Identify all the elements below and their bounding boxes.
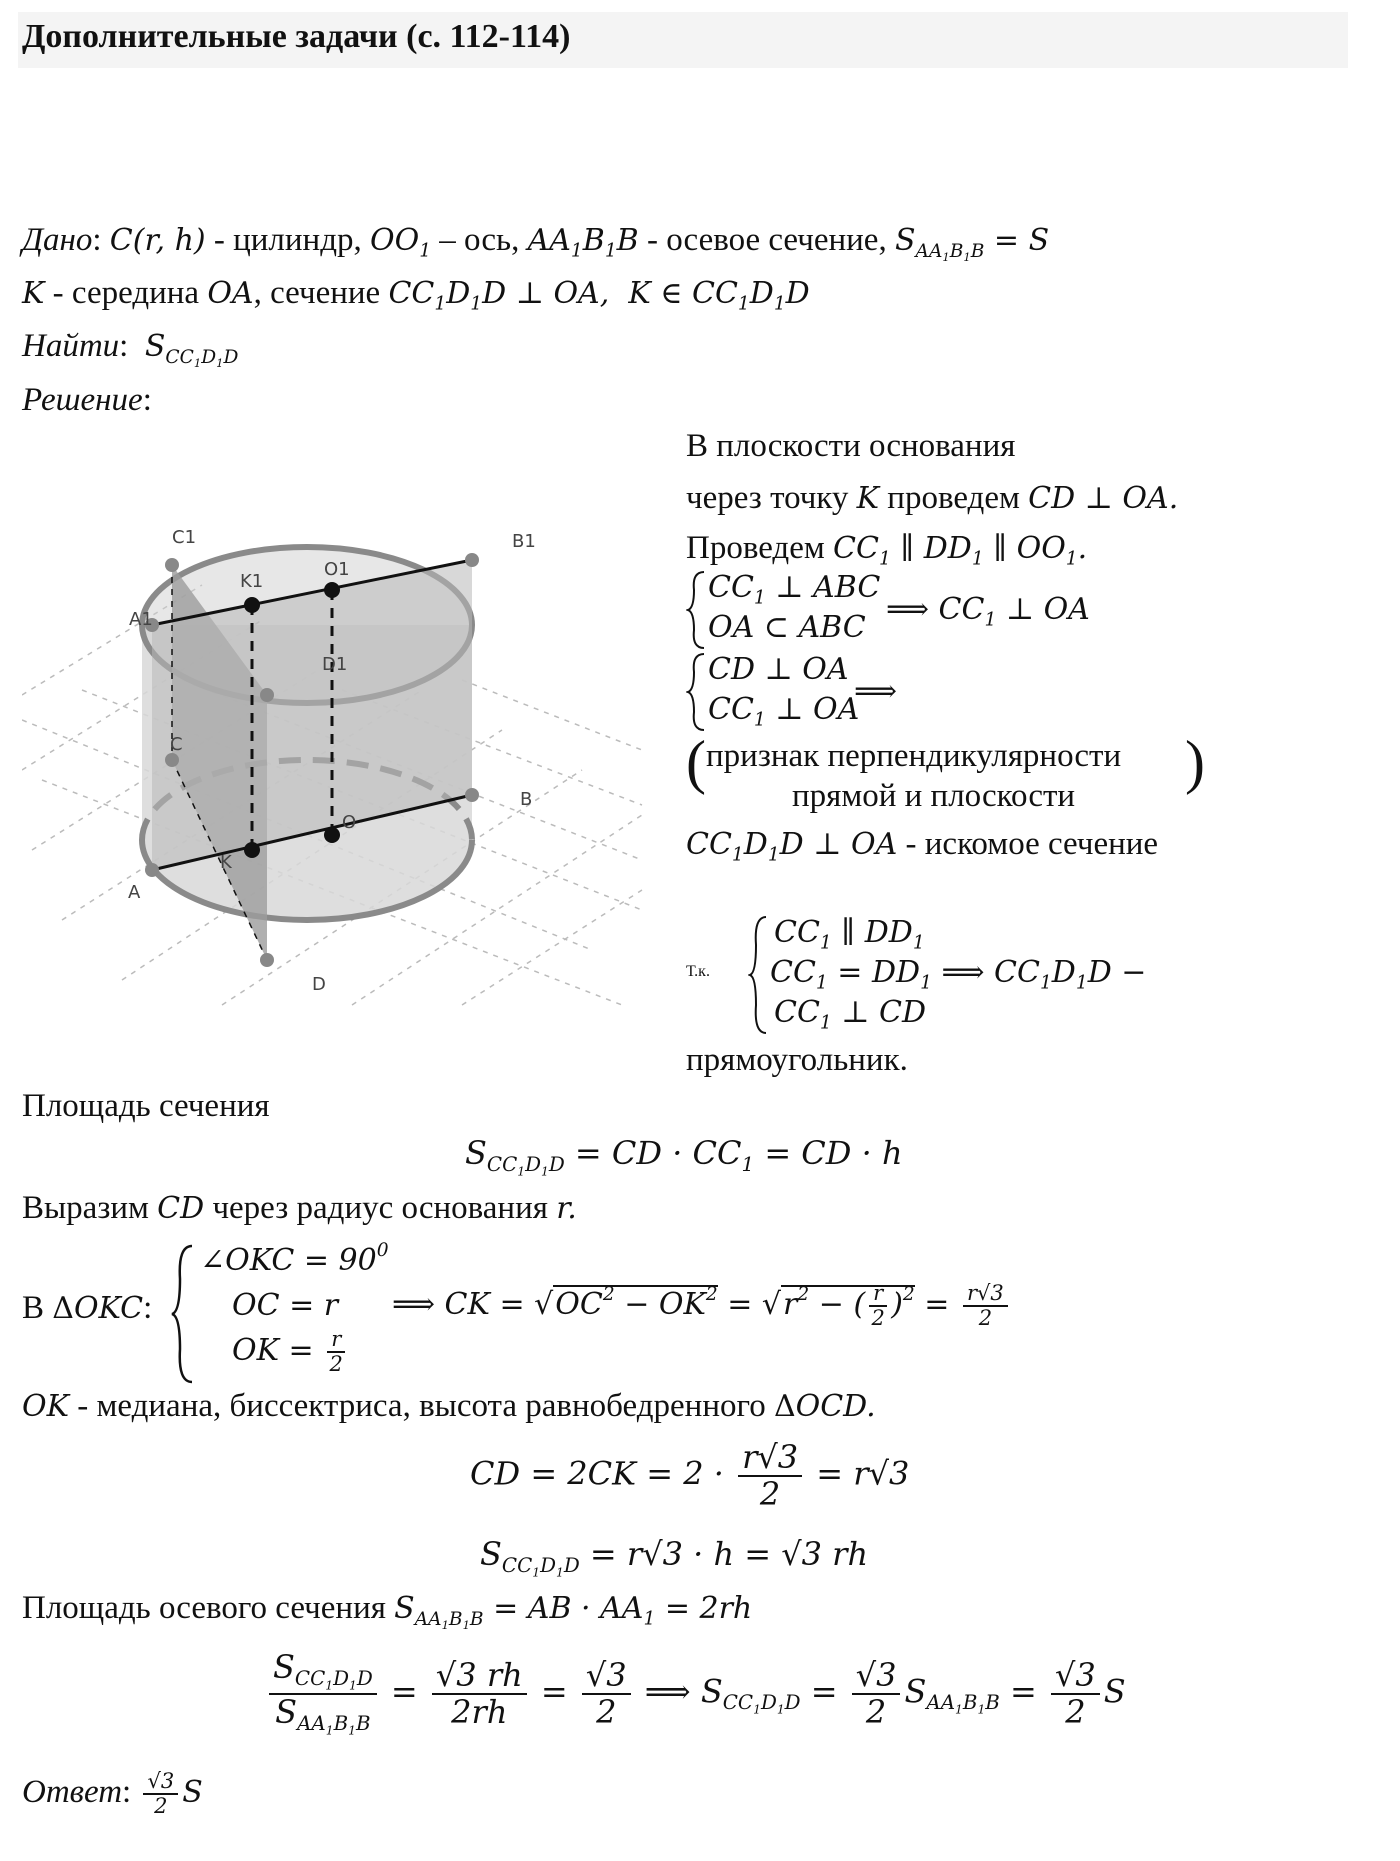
axis-notation: OO [370, 223, 420, 258]
label-a1: A1 [129, 609, 153, 630]
answer-label: Ответ [22, 1774, 123, 1811]
ratio-formula: $\frac{S_{CC_1D_1D}}{S_{AA_1B_1B}}$ = $\frac{√3 rh}{2rh}$ = $\frac{√3}{2}$ ⟹ $S_{CC_1D_1D}$ = $\frac{√3}{2}$ $S_{AA_1B_1B}$ = $\frac{√3}{2}$ S [265, 1650, 1126, 1738]
right-text-draw2: Проведем [686, 530, 834, 566]
given-text-axial: - осевое сечение, [638, 222, 895, 258]
label-c: C [170, 734, 183, 755]
axial-area-line: Площадь осевого сечения $S_{AA_1B_1B}$ = AB · $AA_1 = 2rh$ [22, 1590, 753, 1632]
tk-label: Т.к. [686, 963, 710, 980]
ok-line: OK - медиана, биссектриса, высота равнобедренного ΔOCD. [22, 1388, 876, 1424]
ok-line-text: - медиана, биссектриса, высота равнобедренного [69, 1388, 774, 1424]
label-o: O [342, 812, 357, 833]
given-line-2 [22, 275, 810, 315]
given-line-1: Дано: C(r, h) - цилиндр, $OO_1$ – ось, $AA_1B_1B$ - осевое сечение, $S_{AA_1B_1B} = S$ [22, 222, 1050, 264]
given-label: Дано [22, 222, 93, 258]
given-text-axis: – ось, [431, 222, 528, 258]
label-d1: D1 [322, 654, 348, 675]
cd-formula: CD = 2CK = 2 · $\frac{r√3}{2}$ = r√3 [470, 1438, 910, 1514]
label-d: D [312, 974, 326, 995]
brace-2 [686, 652, 706, 732]
label-k: K [220, 852, 232, 873]
label-o1: O1 [324, 559, 350, 580]
right-text-through-point: через точку [686, 480, 857, 516]
section-result-text: - искомое сечение [897, 826, 1159, 862]
right-line-1: В плоскости основания [686, 428, 1016, 464]
axial-area-text: Площадь осевого сечения [22, 1590, 395, 1626]
solution-label: Решение [22, 382, 143, 418]
right-line-3 [686, 530, 1087, 570]
area-formula: $S_{CC_1D_1D}$ = CD · $CC_1$ = CD · h [465, 1134, 903, 1179]
answer-line: Ответ: $\frac{√3}{2}$ S [22, 1769, 203, 1819]
in-triangle-text: В [22, 1290, 53, 1326]
right-parallel-lines: $CC_1$ ∥ $DD_1$ ∥ $OO_1$. [833, 531, 1088, 570]
express-line: Выразим CD через радиус основания r. [22, 1190, 577, 1226]
section-area-result: $S_{CC_1D_1D} = r√3 \cdot h = √3$ rh [480, 1535, 869, 1580]
cylinder-notation: C(r, h) [109, 223, 206, 258]
point-k: K [22, 276, 45, 311]
brace-1 [686, 570, 706, 650]
label-b: B [520, 789, 533, 810]
right-text-draw: проведем [879, 480, 1029, 516]
label-b1: B1 [512, 531, 536, 552]
segment-oa: OA [207, 276, 254, 311]
given-text-cylinder: - цилиндр, [205, 222, 370, 258]
find-line: Найти: $S_{CC_1D_1D}$ [22, 328, 239, 370]
rect-word: прямоугольник. [686, 1042, 908, 1078]
right-cd-perp-oa: CD ⊥ OA. [1028, 481, 1179, 516]
given-colon: : [92, 222, 110, 258]
area-given-formula: $S_{AA_1B_1B} = S$ [894, 223, 1050, 264]
paren-right: ) [1185, 729, 1205, 795]
given-text-section: , сечение [253, 275, 389, 311]
section-condition: $CC_1D_1D$ ⊥ OA, K ∈ $CC_1D_1D$ [388, 276, 810, 315]
label-k1: K1 [240, 571, 264, 592]
find-target: $S_{CC_1D_1D}$ [144, 329, 239, 370]
label-c1: C1 [172, 527, 197, 548]
triangle-system: В ΔOKC: ∠OKC = $90^0$ OC = r OK = $\frac{r}{2}$ ⟹ CK = $√OC^2 - OK^2 = √r^2$ − ( $\frac{r}{2}$ )$^2$ = $\frac{r√3}{2}$ [22, 1240, 1122, 1390]
page-title: Дополнительные задачи (с. 112-114) [22, 18, 571, 55]
solution-line: Решение: [22, 382, 152, 418]
express-text: Выразим [22, 1190, 158, 1226]
brace-3 [748, 915, 768, 1035]
find-label: Найти [22, 328, 120, 364]
right-line-2 [686, 480, 1178, 517]
sign-line-1: признак перпендикулярности [706, 738, 1122, 774]
cylinder-figure [22, 450, 647, 1010]
brace-4 [170, 1244, 196, 1384]
sign-line-2: прямой и плоскости [792, 778, 1076, 814]
right-point-k: K [856, 481, 880, 516]
axial-section-notation: $AA_1B_1B$ [527, 223, 639, 262]
given-text-midpoint: - середина [44, 275, 208, 311]
express-text-2: через радиус основания [204, 1190, 557, 1226]
section-result: $CC_1D_1D$ ⊥ OA - искомое сечение [686, 826, 1159, 866]
label-a: A [128, 882, 141, 903]
area-label: Площадь сечения [22, 1088, 270, 1124]
paren-left: ( [686, 729, 706, 795]
